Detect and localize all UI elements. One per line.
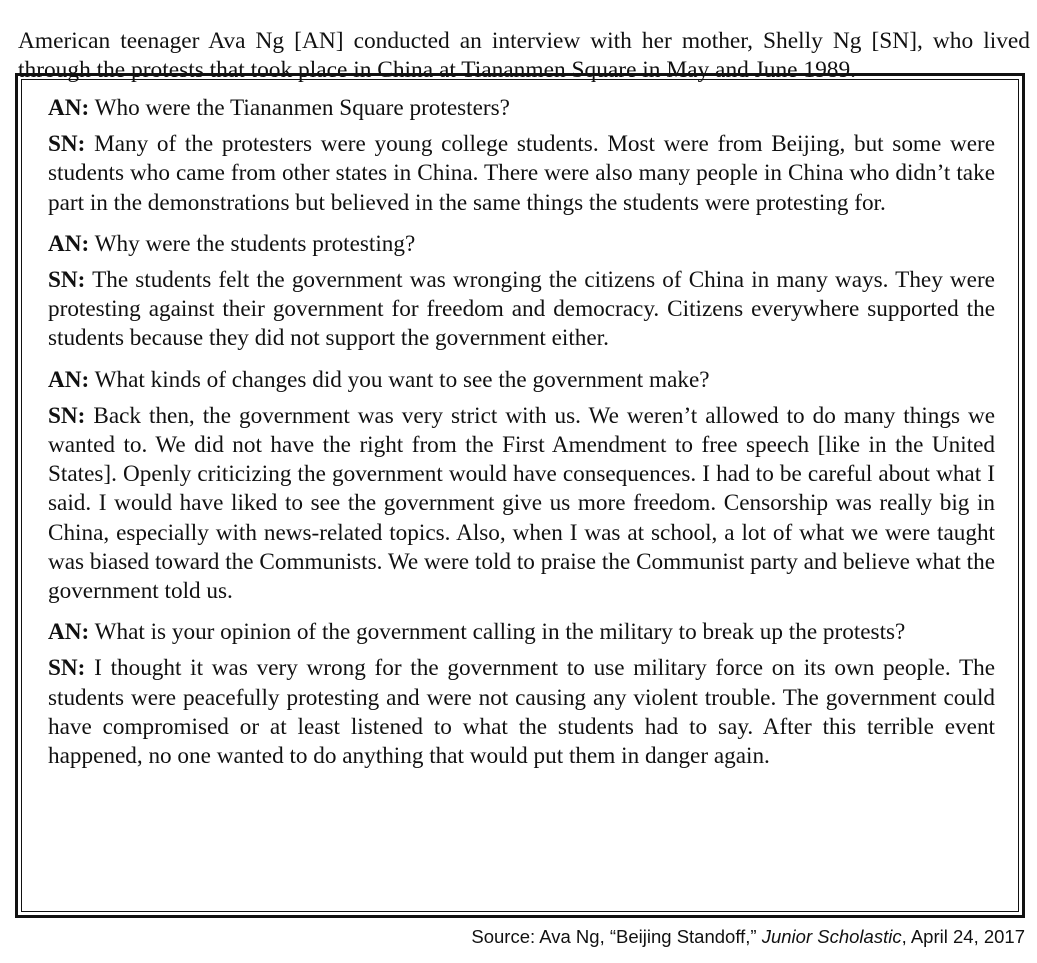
question-text: Who were the Tiananmen Square protesters? [94,95,510,121]
source-prefix: Source: Ava Ng, “Beijing Standoff,” [471,926,762,947]
answer-2 [48,266,995,354]
answer-text: Many of the protesters were young college students. Most were from Beijing, but some were students who came from other states in China. There were also many people in China who didn’t take part in the demonstrations but believed in the same things the students were protesting for. [48,131,995,216]
interview-box [15,73,1025,918]
question-text: What kinds of changes did you want to see the government make? [94,366,710,393]
interview-content [48,94,995,783]
speaker-label-sn: SN: [48,131,86,158]
speaker-label-an: AN: [48,619,90,646]
source-suffix: , April 24, 2017 [901,926,1025,947]
intro-paragraph: American teenager Ava Ng [AN] conducted an interview with her mother, Shelly Ng [SN], who lived through the protests that took place in China at Tiananmen Square in May and June 1989. [18,28,1030,84]
source-publication: Junior Scholastic [761,926,902,947]
answer-4 [48,654,995,771]
speaker-label-an: AN: [48,366,90,393]
interview-exchange-3 [48,366,995,607]
speaker-label-an: AN: [48,95,90,121]
answer-text: Back then, the government was very strict with us. We weren’t allowed to do many things we wanted to. We did not have the right from the First Amendment to free speech [like in the United States]. Openly criticizing the government would have consequences. I had to be careful about what I said. I would have liked to see the government give us more freedom. Censorship was really big in China, especially with news-related topics. Also, when I was at school, a lot of what we were taught was biased toward the Communists. We were told to praise the Communist party and believe what the government told us. [48,402,996,605]
question-text: What is your opinion of the government calling in the military to break up the protests? [94,619,906,646]
answer-1 [48,130,995,218]
answer-3 [48,402,995,606]
interview-exchange-2 [48,230,995,354]
question-3 [48,366,995,395]
speaker-label-sn: SN: [48,402,86,429]
question-4 [48,618,995,647]
answer-text: I thought it was very wrong for the government to use military force on its own people. The students were peacefully protesting and were not causing any violent trouble. The government could have compromised or at least listened to what the students had to say. After this terrible event happened, no one wanted to do anything that would put them in danger again. [48,655,996,770]
interview-exchange-1 [48,94,995,218]
source-citation [471,925,1025,949]
answer-text: The students felt the government was wronging the citizens of China in many ways. They were protesting against their government for freedom and democracy. Citizens everywhere supported the students because they did not support the government either. [48,267,995,352]
speaker-label-sn: SN: [48,267,86,294]
question-1 [48,94,995,123]
question-2 [48,230,995,259]
interview-exchange-4 [48,618,995,771]
speaker-label-an: AN: [48,230,90,257]
speaker-label-sn: SN: [48,655,86,682]
question-text: Why were the students protesting? [94,230,416,257]
